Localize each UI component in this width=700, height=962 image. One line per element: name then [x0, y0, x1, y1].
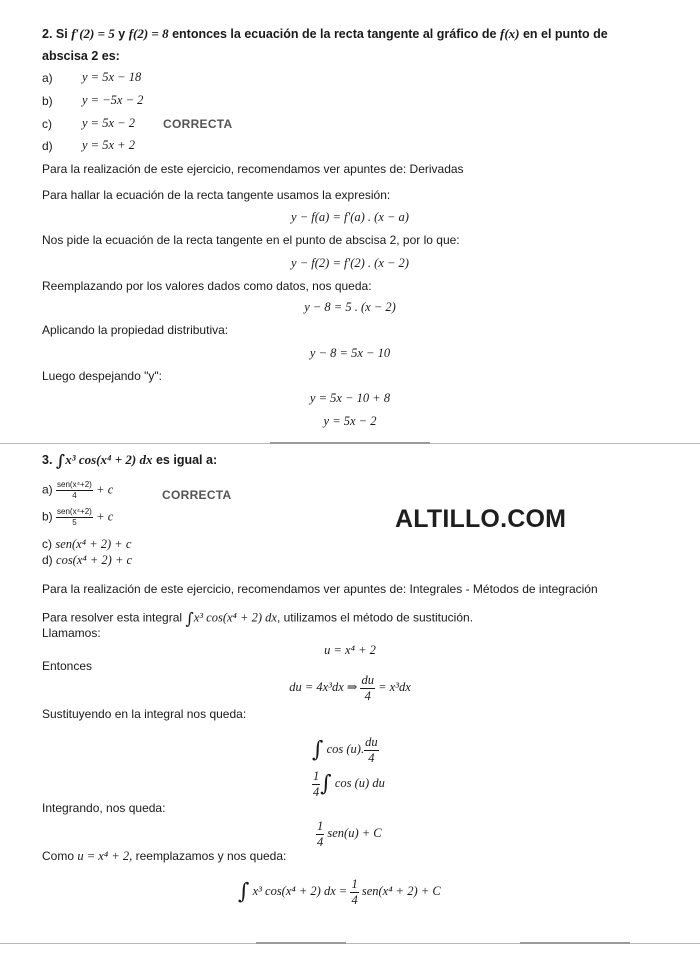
q2-option-expr: y = −5x − 2	[82, 93, 144, 107]
fraction-numerator: sen(x⁴+2)	[57, 507, 92, 516]
final-right: sen(x⁴ + 2) + C	[361, 883, 441, 898]
q2-title-fx: f(x)	[499, 26, 520, 41]
q2-title-prefix: 2. Si	[42, 27, 68, 41]
q3-option-expr: cos(x⁴ + 2) + c	[56, 553, 133, 567]
q3-paragraph-method	[42, 609, 473, 628]
q2-title-value: f(2) = 8	[128, 26, 169, 41]
q2-option-expr: y = 5x + 2	[82, 138, 135, 152]
q3-option-tail: + c	[96, 509, 114, 524]
watermark-logo: ALTILLO.COM	[395, 505, 567, 533]
q2-equation: y = 5x − 2	[323, 414, 377, 428]
fraction-denominator: 4	[317, 834, 324, 849]
q3-equation-sub2	[312, 770, 385, 798]
q2-title-line2: abscisa 2 es:	[42, 49, 120, 63]
q3-equation-sub1	[312, 736, 379, 764]
fraction-numerator: sen(x⁴+2)	[57, 480, 92, 489]
du-fraction	[360, 674, 375, 702]
q3-title-integrand: x³ cos(x⁴ + 2) dx	[65, 451, 153, 467]
q3-equation-du	[0, 674, 700, 702]
q2-equation: y − f(2) = f′(2) . (x − 2)	[291, 256, 409, 270]
fraction-numerator: 1	[313, 769, 320, 783]
q2-option-letter: c)	[42, 117, 52, 131]
q3-method-integrand: x³ cos(x⁴ + 2) dx	[193, 610, 277, 625]
integral-sign-icon: ∫	[312, 737, 324, 763]
fraction-numerator: du	[365, 735, 378, 749]
integral-sign-icon: ∫	[320, 771, 332, 797]
q2-option-letter: a)	[42, 71, 53, 85]
q2-paragraph: Luego despejando "y":	[42, 369, 162, 383]
final-fraction	[350, 878, 358, 906]
sub1-fraction	[364, 736, 379, 764]
q2-equation: y − 8 = 5 . (x − 2)	[304, 300, 396, 314]
q3-option-d	[42, 553, 132, 568]
q2-paragraph: Reemplazando por los valores dados como datos, nos queda:	[42, 279, 372, 293]
q3-option-tail: + c	[96, 482, 114, 497]
integral-sign-icon: ∫	[185, 609, 194, 628]
q3-option-expr: sen(x⁴ + 2) + c	[55, 537, 132, 551]
fraction-denominator: 5	[72, 518, 77, 527]
q2-equation: y − f(a) = f′(a) . (x − a)	[291, 210, 409, 224]
q3-title-number: 3.	[42, 452, 53, 467]
fraction-denominator: 4	[368, 750, 375, 765]
q3-equation-result	[316, 820, 382, 848]
q3-option-b	[42, 508, 113, 527]
q2-title-end: en el punto de	[522, 27, 608, 41]
q3-option-letter: b)	[42, 509, 53, 524]
q3-option-c	[42, 537, 131, 552]
section-divider-accent	[270, 442, 430, 444]
q2-equation: y − 8 = 5x − 10	[309, 346, 391, 360]
q2-title-line1	[42, 26, 608, 42]
bottom-divider-accent	[256, 942, 346, 944]
q2-option-expr: y = 5x − 18	[82, 70, 142, 84]
q3-paragraph: Sustituyendo en la integral nos queda:	[42, 707, 247, 721]
result-fraction	[316, 820, 324, 848]
fraction-denominator: 4	[72, 491, 77, 500]
bottom-divider-accent	[520, 942, 630, 944]
q3-title	[42, 451, 217, 470]
sub2-integrand: cos (u) du	[334, 775, 385, 790]
fraction-numerator: 1	[317, 819, 324, 833]
q3-method-prefix: Para resolver esta integral	[42, 610, 183, 625]
q2-equation: y = 5x − 10 + 8	[309, 391, 391, 405]
q3-option-fraction	[56, 508, 93, 527]
q2-paragraph: Nos pide la ecuación de la recta tangente en el punto de abscisa 2, por lo que:	[42, 233, 460, 247]
q2-option-letter: d)	[42, 139, 53, 153]
q3-option-fraction	[56, 481, 93, 500]
q3-paragraph: Llamamos:	[42, 626, 101, 640]
q2-option-letter: b)	[42, 94, 53, 108]
q2-paragraph: Para hallar la ecuación de la recta tangente usamos la expresión:	[42, 188, 391, 202]
q3-title-rest: es igual a:	[155, 452, 218, 467]
q3-correct-label: CORRECTA	[162, 488, 232, 502]
replace-expr: u = x⁴ + 2,	[77, 849, 133, 863]
fraction-numerator: 1	[351, 877, 358, 891]
q3-recommendation: Para la realización de este ejercicio, recomendamos ver apuntes de: Integrales - Métodos de integración	[42, 582, 598, 596]
final-left: x³ cos(x⁴ + 2) dx =	[252, 883, 348, 898]
q3-option-letter: d)	[42, 553, 53, 567]
q3-paragraph: Integrando, nos queda:	[42, 801, 166, 815]
fraction-numerator: du	[361, 673, 374, 687]
integral-sign-icon: ∫	[55, 451, 66, 470]
q2-recommendation: Para la realización de este ejercicio, recomendamos ver apuntes de: Derivadas	[42, 162, 464, 176]
replace-suffix: reemplazamos y nos queda:	[135, 849, 287, 863]
q3-equation-u: u = x⁴ + 2	[324, 643, 376, 657]
fraction-denominator: 4	[313, 784, 320, 799]
integral-sign-icon: ∫	[238, 879, 250, 905]
replace-prefix: Como	[42, 849, 75, 863]
q3-paragraph: Entonces	[42, 659, 93, 673]
q2-title-and: y	[118, 27, 126, 41]
q3-paragraph-replace	[42, 849, 286, 864]
q3-option-letter: a)	[42, 482, 53, 497]
q2-correct-label: CORRECTA	[163, 117, 233, 131]
q2-title-derivative: f′(2) = 5	[71, 26, 115, 41]
q3-method-suffix: , utilizamos el método de sustitución.	[276, 610, 474, 625]
sub1-integrand: cos (u).	[326, 741, 365, 756]
fraction-denominator: 4	[351, 892, 358, 907]
du-right: = x³dx	[378, 679, 411, 694]
sub2-fraction	[312, 770, 320, 798]
q2-title-middle: entonces la ecuación de la recta tangente al gráfico de	[172, 27, 497, 41]
fraction-denominator: 4	[364, 688, 371, 703]
q2-paragraph: Aplicando la propiedad distributiva:	[42, 323, 229, 337]
du-left: du = 4x³dx ⇒	[289, 679, 358, 694]
q3-equation-final	[238, 878, 441, 906]
q3-option-a	[42, 481, 113, 500]
q2-option-expr: y = 5x − 2	[82, 116, 135, 130]
q3-option-letter: c)	[42, 537, 52, 551]
result-expression: sen(u) + C	[327, 825, 382, 840]
